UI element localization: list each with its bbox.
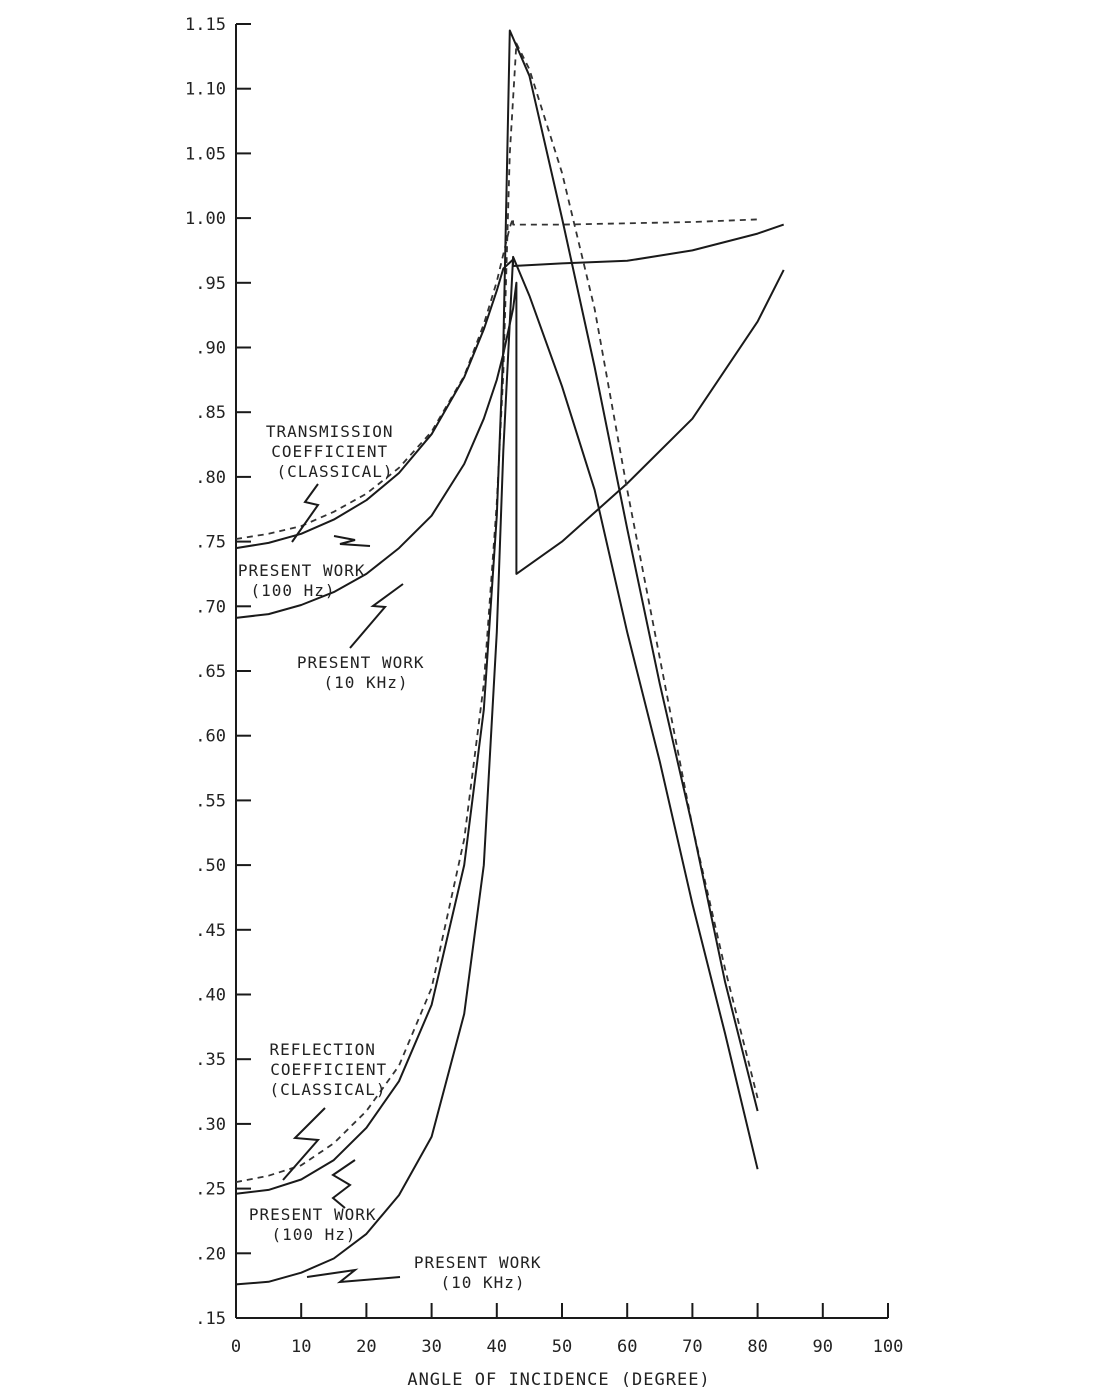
y-tick-label: .85	[195, 403, 226, 424]
annotation-reflection-100hz	[249, 1205, 387, 1244]
annotation-reflection-classical-line-1: REFLECTION	[269, 1040, 376, 1059]
annotation-transmission-classical-line-2: COEFFICIENT	[271, 442, 389, 461]
y-tick-label: 1.10	[185, 79, 226, 100]
x-tick-label: 60	[616, 1337, 638, 1357]
y-tick-label: .60	[195, 726, 226, 747]
annotation-transmission-10khz	[297, 653, 435, 692]
annotation-transmission-100hz-line-2: (100 Hz)	[250, 581, 336, 600]
annotation-reflection-classical-line-2: COEFFICIENT	[270, 1060, 388, 1079]
annotation-reflection-10khz-line-1: PRESENT WORK	[413, 1253, 542, 1272]
y-tick-label: 1.00	[185, 209, 226, 230]
annotation-transmission-10khz-line-1: PRESENT WORK	[296, 653, 425, 672]
annotation-reflection-classical	[270, 1040, 398, 1099]
annotation-pointers	[283, 484, 403, 1282]
y-tick-label: .80	[195, 467, 226, 488]
annotation-transmission-10khz-line-2: (10 KHz)	[323, 673, 409, 692]
y-tick-label: .15	[195, 1309, 226, 1329]
pointer-transmission-100hz	[334, 536, 370, 546]
y-tick-label: .90	[195, 338, 226, 359]
y-tick-label: .55	[195, 791, 226, 812]
y-tick-label: .25	[195, 1179, 226, 1200]
pointer-reflection-10khz	[307, 1270, 400, 1282]
x-tick-label: 70	[682, 1337, 703, 1357]
annotation-reflection-100hz-line-2: (100 Hz)	[271, 1225, 357, 1244]
annotation-reflection-10khz	[414, 1253, 552, 1292]
y-tick-label: .75	[195, 532, 226, 553]
annotation-transmission-classical-line-3: (CLASSICAL)	[276, 462, 394, 481]
y-ticks	[185, 15, 251, 1329]
y-tick-label: .70	[195, 597, 226, 618]
x-tick-label: 80	[747, 1337, 768, 1357]
y-tick-label: .35	[195, 1050, 226, 1071]
x-tick-label: 100	[872, 1337, 904, 1357]
annotation-transmission-100hz-line-1: PRESENT WORK	[237, 561, 366, 580]
y-tick-label: .95	[195, 273, 226, 294]
pointer-reflection-100hz	[333, 1160, 355, 1208]
pointer-transmission-10khz	[350, 584, 403, 648]
x-tick-label: 10	[290, 1337, 312, 1357]
x-tick-label: 30	[421, 1337, 442, 1357]
annotation-reflection-classical-line-3: (CLASSICAL)	[269, 1080, 387, 1099]
annotation-transmission-classical	[266, 422, 404, 481]
x-tick-label: 40	[486, 1337, 508, 1357]
y-tick-label: .65	[195, 662, 226, 682]
series-line-transmission-present-100hz	[236, 225, 784, 548]
y-tick-label: 1.05	[185, 144, 226, 165]
x-tick-label: 90	[812, 1337, 834, 1357]
annotation-reflection-10khz-line-2: (10 KHz)	[440, 1273, 526, 1292]
pointer-transmission-classical	[292, 484, 318, 542]
y-tick-label: .45	[195, 920, 226, 941]
x-tick-label: 0	[230, 1337, 242, 1357]
y-tick-label: .20	[195, 1244, 226, 1265]
x-tick-label: 50	[551, 1337, 573, 1357]
x-tick-label: 20	[356, 1337, 377, 1357]
annotation-reflection-100hz-line-1: PRESENT WORK	[248, 1205, 377, 1224]
y-tick-label: .50	[195, 856, 226, 877]
y-tick-label: .30	[195, 1114, 226, 1135]
annotation-transmission-classical-line-1: TRANSMISSION	[265, 422, 394, 441]
x-axis-label: ANGLE OF INCIDENCE (DEGREE)	[407, 1370, 711, 1390]
y-tick-label: 1.15	[185, 15, 226, 35]
y-tick-label: .40	[195, 985, 226, 1006]
x-ticks	[231, 1303, 903, 1357]
